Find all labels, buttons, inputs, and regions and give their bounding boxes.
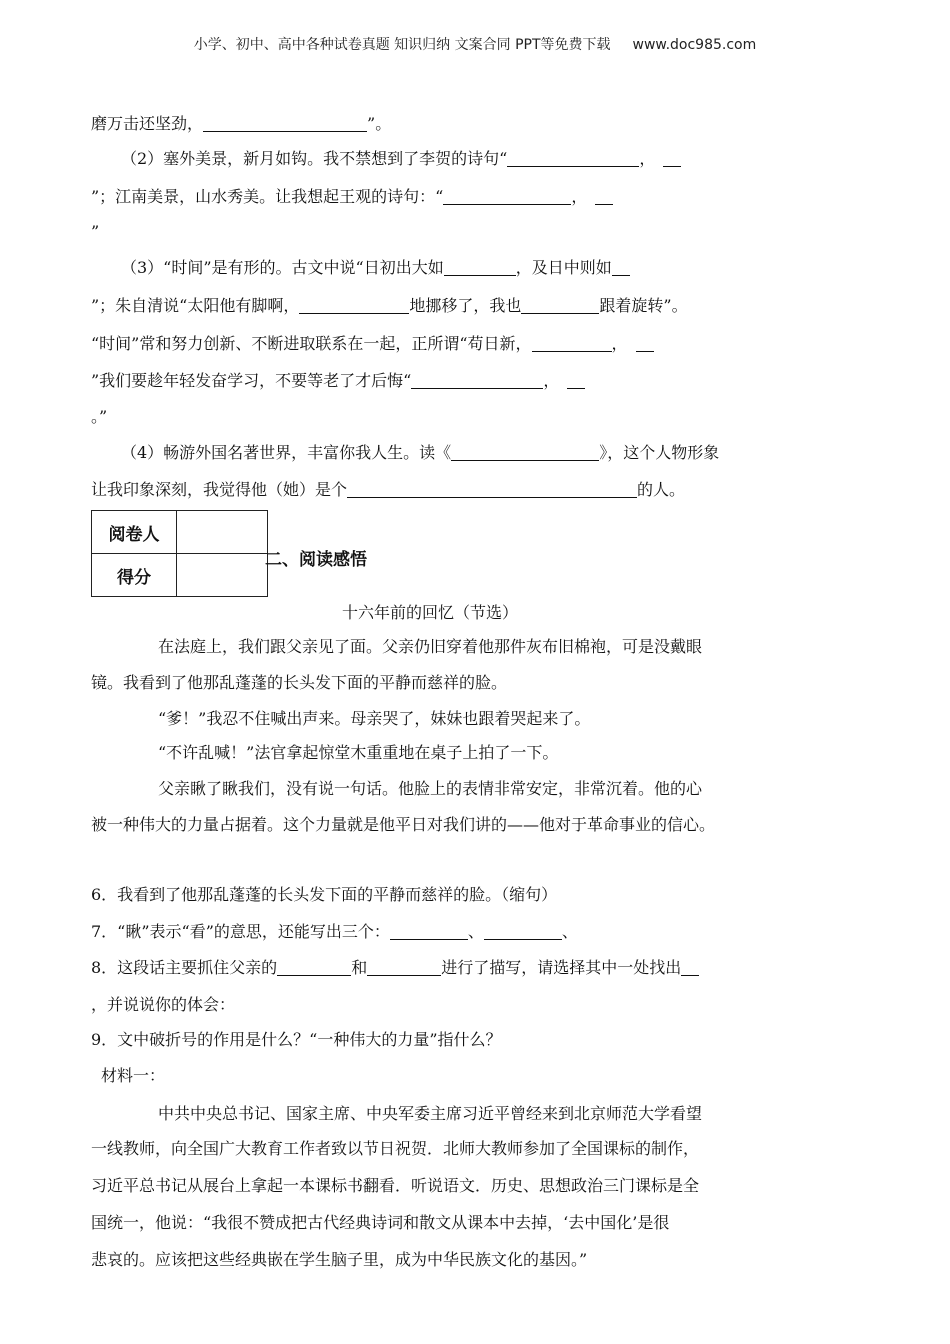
question-8-cont: ，并说说你的体会： [91, 995, 236, 1014]
material-line: 一线教师，向全国广大教育工作者致以节日祝贺．北师大教师参加了全国课标的制作， [91, 1139, 700, 1158]
question-6: 6．我看到了他那乱蓬蓬的长头发下面的平静而慈祥的脸。（缩句） [91, 885, 558, 904]
q1-line-10: （4）畅游外国名著世界，丰富你我人生。读《 》，这个人物形象 [121, 443, 720, 462]
answer-blank[interactable] [595, 188, 613, 205]
header-text: 小学、初中、高中各种试卷真题 知识归纳 文案合同 PPT等免费下载 [193, 37, 611, 53]
material-line: 国统一，他说：“我很不赞成把古代经典诗词和散文从课本中去掉，‘去中国化’是很 [91, 1213, 670, 1232]
score-label: 得分 [92, 554, 177, 597]
question-9: 9．文中破折号的作用是什么？“一种伟大的力量”指什么？ [91, 1030, 502, 1049]
answer-blank[interactable] [451, 444, 599, 461]
q1-line-2: （2）塞外美景，新月如钩。我不禁想到了李贺的诗句“ ， [121, 149, 681, 169]
question-7: 7．“瞅”表示“看”的意思，还能写出三个： 、 、 [91, 922, 578, 941]
material-line: 习近平总书记从展台上拿起一本课标书翻看．听说语文．历史、思想政治三门课标是全 [91, 1176, 700, 1195]
answer-blank[interactable] [444, 259, 516, 276]
answer-blank[interactable] [367, 959, 441, 976]
reviewer-cell[interactable] [177, 511, 268, 554]
q1-line-9: 。” [91, 407, 108, 426]
answer-blank[interactable] [663, 150, 681, 167]
passage-line: “不许乱喊！”法官拿起惊堂木重重地在桌子上拍了一下。 [158, 743, 559, 762]
q1-line-8: ”我们要趁年轻发奋学习，不要等老了才后悔“ ， [91, 371, 585, 391]
passage-line: 镜。我看到了他那乱蓬蓬的长头发下面的平静而慈祥的脸。 [91, 673, 508, 692]
passage-title: 十六年前的回忆（节选） [341, 603, 518, 622]
answer-blank[interactable] [567, 372, 585, 389]
passage-line: 在法庭上，我们跟父亲见了面。父亲仍旧穿着他那件灰布旧棉袍，可是没戴眼 [158, 637, 703, 656]
q1-line-7: “时间”常和努力创新、不断进取联系在一起，正所谓“苟日新， ， [91, 334, 654, 354]
section-title: 二、阅读感悟 [265, 550, 367, 570]
material-line: 中共中央总书记、国家主席、中央军委主席习近平曾经来到北京师范大学看望 [158, 1104, 703, 1123]
answer-blank[interactable] [507, 150, 639, 167]
reviewer-label: 阅卷人 [92, 511, 177, 554]
answer-blank[interactable] [612, 259, 630, 276]
answer-blank[interactable] [636, 335, 654, 352]
header-url[interactable]: www.doc985.com [632, 37, 757, 53]
passage-line: 父亲瞅了瞅我们，没有说一句话。他脸上的表情非常安定，非常沉着。他的心 [158, 779, 703, 798]
material-label: 材料一： [101, 1066, 166, 1085]
answer-blank[interactable] [299, 297, 409, 314]
question-8: 8．这段话主要抓住父亲的 和 进行了描写，请选择其中一处找出 [91, 958, 699, 978]
answer-blank[interactable] [347, 481, 637, 498]
q1-line-5: （3）“时间”是有形的。古文中说“日初出大如 ，及日中则如 [121, 258, 630, 278]
answer-blank[interactable] [484, 923, 562, 940]
passage-line: 被一种伟大的力量占据着。这个力量就是他平日对我们讲的——他对于革命事业的信心。 [91, 815, 716, 834]
answer-blank[interactable] [521, 297, 599, 314]
score-box [91, 510, 268, 597]
answer-blank[interactable] [681, 959, 699, 976]
answer-blank[interactable] [532, 335, 612, 352]
material-line: 悲哀的。应该把这些经典嵌在学生脑子里，成为中华民族文化的基因。” [91, 1250, 588, 1269]
answer-blank[interactable] [203, 115, 367, 132]
passage-line: “爹！”我忍不住喊出声来。母亲哭了，妹妹也跟着哭起来了。 [158, 709, 591, 728]
answer-blank[interactable] [390, 923, 468, 940]
q1-line-4: ” [91, 222, 100, 241]
answer-blank[interactable] [411, 372, 543, 389]
q1-line-6: ”；朱自清说“太阳他有脚啊， 地挪移了，我也 跟着旋转”。 [91, 296, 688, 315]
q1-line-11: 让我印象深刻，我觉得他（她）是个 的人。 [91, 480, 686, 499]
score-cell[interactable] [177, 554, 268, 597]
q1-line-1: 磨万击还坚劲， ”。 [91, 114, 392, 133]
answer-blank[interactable] [443, 188, 571, 205]
q1-line-3: ”；江南美景，山水秀美。让我想起王观的诗句：“ ， [91, 187, 613, 207]
page-header [0, 34, 950, 54]
answer-blank[interactable] [277, 959, 351, 976]
